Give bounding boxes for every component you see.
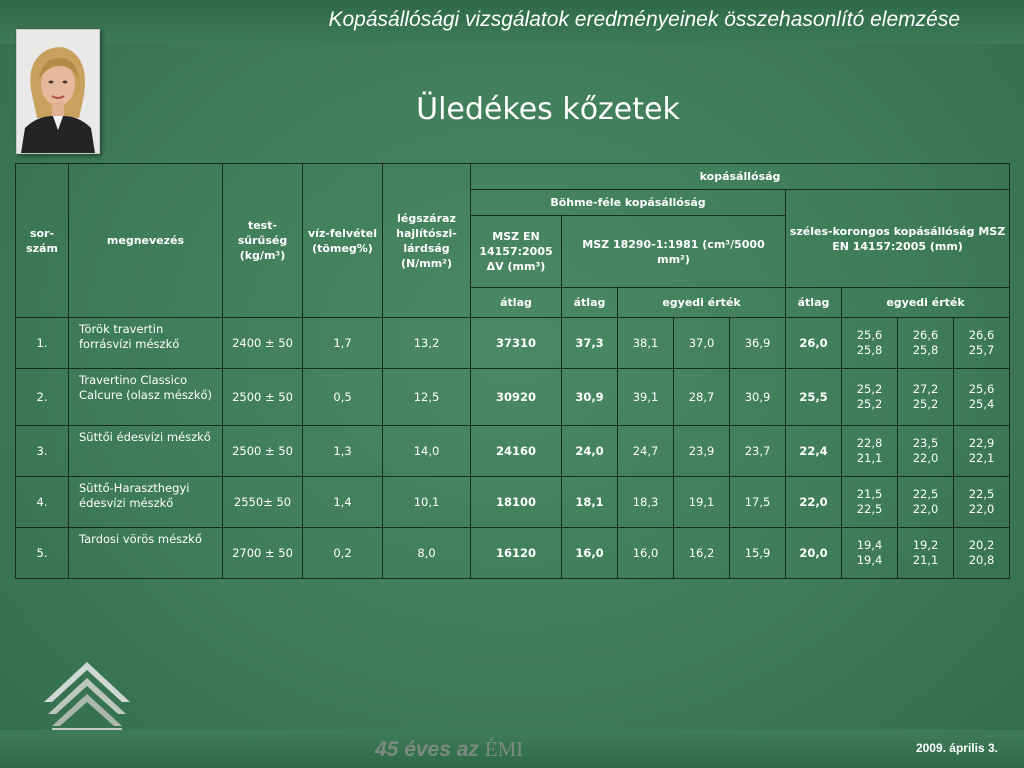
cell-bohme-3: 23,7 (730, 426, 786, 477)
cell-wide-3: 20,2 20,8 (954, 528, 1010, 579)
header-row-1 (16, 164, 1010, 190)
cell-bohme-2: 28,7 (674, 369, 730, 426)
cell-wide-1: 21,5 22,5 (842, 477, 898, 528)
cell-dv: 30920 (471, 369, 562, 426)
header-atlag-szeles: átlag (786, 288, 842, 318)
table-row (16, 477, 1010, 528)
table-row (16, 369, 1010, 426)
cell-flex: 13,2 (383, 318, 471, 369)
cell-wide-3: 25,6 25,4 (954, 369, 1010, 426)
cell-density: 2550± 50 (223, 477, 303, 528)
header-msz-18290: MSZ 18290-1:1981 (cm³/5000 mm²) (562, 216, 786, 288)
header-egyedi-szeles: egyedi érték (842, 288, 1010, 318)
cell-wide-avg: 20,0 (786, 528, 842, 579)
cell-wide-avg: 22,0 (786, 477, 842, 528)
table-row (16, 318, 1010, 369)
table-row (16, 528, 1010, 579)
cell-sorszam: 4. (16, 477, 69, 528)
cell-wide-2: 23,5 22,0 (898, 426, 954, 477)
cell-flex: 12,5 (383, 369, 471, 426)
header-atlag-bohme: átlag (562, 288, 618, 318)
cell-wide-1: 19,4 19,4 (842, 528, 898, 579)
cell-bohme-2: 16,2 (674, 528, 730, 579)
cell-bohme-3: 30,9 (730, 369, 786, 426)
header-testsuruseg: test-sűrűség (kg/m³) (223, 164, 303, 318)
cell-bohme-1: 39,1 (618, 369, 674, 426)
cell-name: Török travertin forrásvízi mészkő (69, 318, 223, 369)
footer-date: 2009. április 3. (915, 741, 998, 755)
header-szeles: széles-korongos kopásállóság MSZ EN 14157:2005 (mm) (786, 190, 1010, 288)
presentation-title: Kopásállósági vizsgálatok eredményeinek összehasonlító elemzése (328, 8, 960, 31)
cell-sorszam: 5. (16, 528, 69, 579)
page-title: Üledékes kőzetek (416, 92, 680, 127)
cell-name: Süttő-Haraszthegyi édesvízi mészkő (69, 477, 223, 528)
cell-sorszam: 3. (16, 426, 69, 477)
cell-water: 1,3 (303, 426, 383, 477)
cell-bohme-avg: 30,9 (562, 369, 618, 426)
cell-wide-1: 25,6 25,8 (842, 318, 898, 369)
cell-bohme-avg: 18,1 (562, 477, 618, 528)
cell-water: 0,2 (303, 528, 383, 579)
cell-wide-2: 22,5 22,0 (898, 477, 954, 528)
cell-bohme-1: 16,0 (618, 528, 674, 579)
header-bohme: Böhme-féle kopásállóság (471, 190, 786, 216)
header-atlag-dv: átlag (471, 288, 562, 318)
cell-sorszam: 2. (16, 369, 69, 426)
cell-wide-2: 27,2 25,2 (898, 369, 954, 426)
cell-density: 2700 ± 50 (223, 528, 303, 579)
cell-bohme-1: 18,3 (618, 477, 674, 528)
header-egyedi-bohme: egyedi érték (618, 288, 786, 318)
cell-flex: 14,0 (383, 426, 471, 477)
cell-bohme-1: 24,7 (618, 426, 674, 477)
cell-bohme-1: 38,1 (618, 318, 674, 369)
header-sorszam: sor-szám (16, 164, 69, 318)
header-megnevezes: megnevezés (69, 164, 223, 318)
cell-bohme-3: 15,9 (730, 528, 786, 579)
cell-wide-3: 22,5 22,0 (954, 477, 1010, 528)
cell-dv: 24160 (471, 426, 562, 477)
cell-density: 2500 ± 50 (223, 426, 303, 477)
cell-wide-avg: 25,5 (786, 369, 842, 426)
cell-wide-3: 26,6 25,7 (954, 318, 1010, 369)
cell-bohme-avg: 24,0 (562, 426, 618, 477)
footer-org: ÉMI (484, 737, 524, 761)
cell-dv: 18100 (471, 477, 562, 528)
cell-wide-2: 19,2 21,1 (898, 528, 954, 579)
cell-dv: 37310 (471, 318, 562, 369)
header-msz-en: MSZ EN 14157:2005 ΔV (mm³) (471, 216, 562, 288)
cell-bohme-avg: 16,0 (562, 528, 618, 579)
header-kopasallosag: kopásállóság (471, 164, 1010, 190)
cell-bohme-3: 36,9 (730, 318, 786, 369)
cell-density: 2400 ± 50 (223, 318, 303, 369)
cell-bohme-2: 23,9 (674, 426, 730, 477)
cell-flex: 10,1 (383, 477, 471, 528)
cell-name: Travertino Classico Calcure (olasz mészkő) (69, 369, 223, 426)
cell-bohme-2: 19,1 (674, 477, 730, 528)
cell-name: Süttői édesvízi mészkő (69, 426, 223, 477)
emi-logo-icon (44, 662, 130, 738)
cell-wide-avg: 26,0 (786, 318, 842, 369)
cell-wide-1: 22,8 21,1 (842, 426, 898, 477)
cell-wide-avg: 22,4 (786, 426, 842, 477)
cell-wide-1: 25,2 25,2 (842, 369, 898, 426)
cell-bohme-avg: 37,3 (562, 318, 618, 369)
header-hajlito: légszáraz hajlítószi-lárdság (N/mm²) (383, 164, 471, 318)
cell-bohme-3: 17,5 (730, 477, 786, 528)
cell-flex: 8,0 (383, 528, 471, 579)
cell-water: 0,5 (303, 369, 383, 426)
cell-bohme-2: 37,0 (674, 318, 730, 369)
cell-wide-2: 26,6 25,8 (898, 318, 954, 369)
cell-wide-3: 22,9 22,1 (954, 426, 1010, 477)
cell-water: 1,7 (303, 318, 383, 369)
footer-anniversary-text: 45 éves az (375, 738, 479, 761)
table-row (16, 426, 1010, 477)
cell-dv: 16120 (471, 528, 562, 579)
cell-sorszam: 1. (16, 318, 69, 369)
footer-anniversary (375, 737, 523, 762)
cell-name: Tardosi vörös mészkő (69, 528, 223, 579)
title-bar (0, 0, 1024, 44)
cell-density: 2500 ± 50 (223, 369, 303, 426)
cell-water: 1,4 (303, 477, 383, 528)
header-vizfelvetel: víz-felvétel (tömeg%) (303, 164, 383, 318)
results-table (15, 163, 1010, 579)
